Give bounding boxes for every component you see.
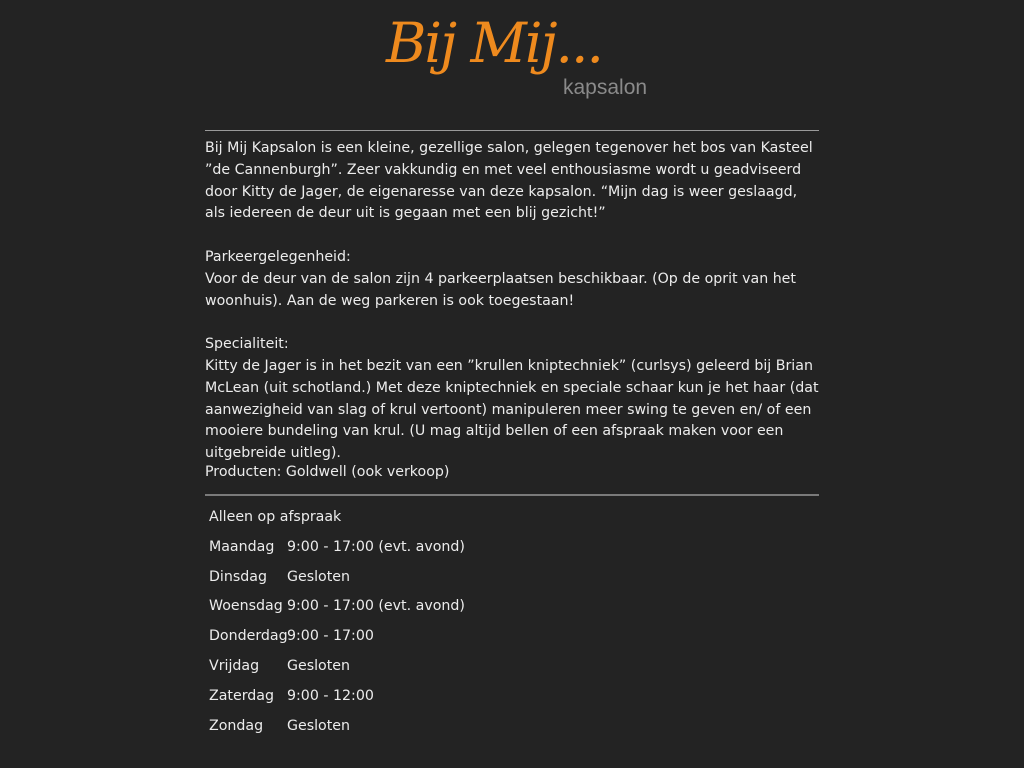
hours-day: Woensdag xyxy=(209,598,283,615)
hours-day: Zondag xyxy=(209,717,264,734)
intro-paragraph: Bij Mij Kapsalon is een kleine, gezellige salon, gelegen tegenover het bos van Kasteel ”de Cannenburgh”. Zeer vakkundig en met veel enthousiasme wordt u geadviseerd door Kitty de Jager, de eigenaresse van deze kapsalon. “Mijn dag is weer geslaagd, als iedereen de deur uit is gegaan met een blij gezicht!” xyxy=(205,140,813,222)
speciality-paragraph: Kitty de Jager is in het bezit van een ”krullen kniptechniek” (curlsys) geleerd bij Brian McLean (uit schotland.) Met deze kniptechniek en speciale schaar kun je het haar (dat aanwezigheid van slag of krul vertoont) manipuleren meer swing te geven en/ of een mooiere bundeling van krul. (U mag altijd bellen of een afspraak maken voor een uitgebreide uitleg). xyxy=(205,357,819,462)
hours-row-monday xyxy=(209,528,465,558)
hours-row-friday xyxy=(209,647,465,677)
hours-time: 9:00 - 17:00 xyxy=(287,628,374,645)
hours-day: Zaterdag xyxy=(209,687,274,704)
logo-title: Bij Mij... xyxy=(386,11,602,75)
speciality-heading: Specialiteit: xyxy=(205,336,289,353)
divider-hours xyxy=(205,494,819,496)
hours-row-wednesday xyxy=(209,588,465,618)
hours-day: Maandag xyxy=(209,538,275,555)
opening-hours-table xyxy=(209,506,465,737)
hours-time: 9:00 - 12:00 xyxy=(287,687,374,704)
hours-row-saturday xyxy=(209,677,465,707)
hours-day: Vrijdag xyxy=(209,657,260,674)
hours-time: Gesloten xyxy=(287,657,351,674)
parking-heading: Parkeergelegenheid: xyxy=(205,248,351,265)
hours-row-thursday xyxy=(209,617,465,647)
hours-time: Gesloten xyxy=(287,717,351,734)
hours-day: Donderdag xyxy=(209,628,288,645)
hours-time: 9:00 - 17:00 (evt. avond) xyxy=(287,598,465,615)
hours-time: Gesloten xyxy=(287,568,351,585)
hours-row-tuesday xyxy=(209,558,465,588)
products-line: Producten: Goldwell (ook verkoop) xyxy=(205,464,450,480)
main-content xyxy=(205,138,821,465)
hours-time: 9:00 - 17:00 (evt. avond) xyxy=(287,538,465,555)
hours-day: Dinsdag xyxy=(209,568,267,585)
divider-top xyxy=(205,130,819,131)
hours-row-sunday xyxy=(209,707,465,737)
logo xyxy=(0,0,1024,110)
hours-title: Alleen op afspraak xyxy=(209,509,342,525)
logo-subtitle: kapsalon xyxy=(563,76,648,99)
parking-paragraph: Voor de deur van de salon zijn 4 parkeerplaatsen beschikbaar. (Op de oprit van het woonhuis). Aan de weg parkeren is ook toegestaan! xyxy=(205,270,796,309)
